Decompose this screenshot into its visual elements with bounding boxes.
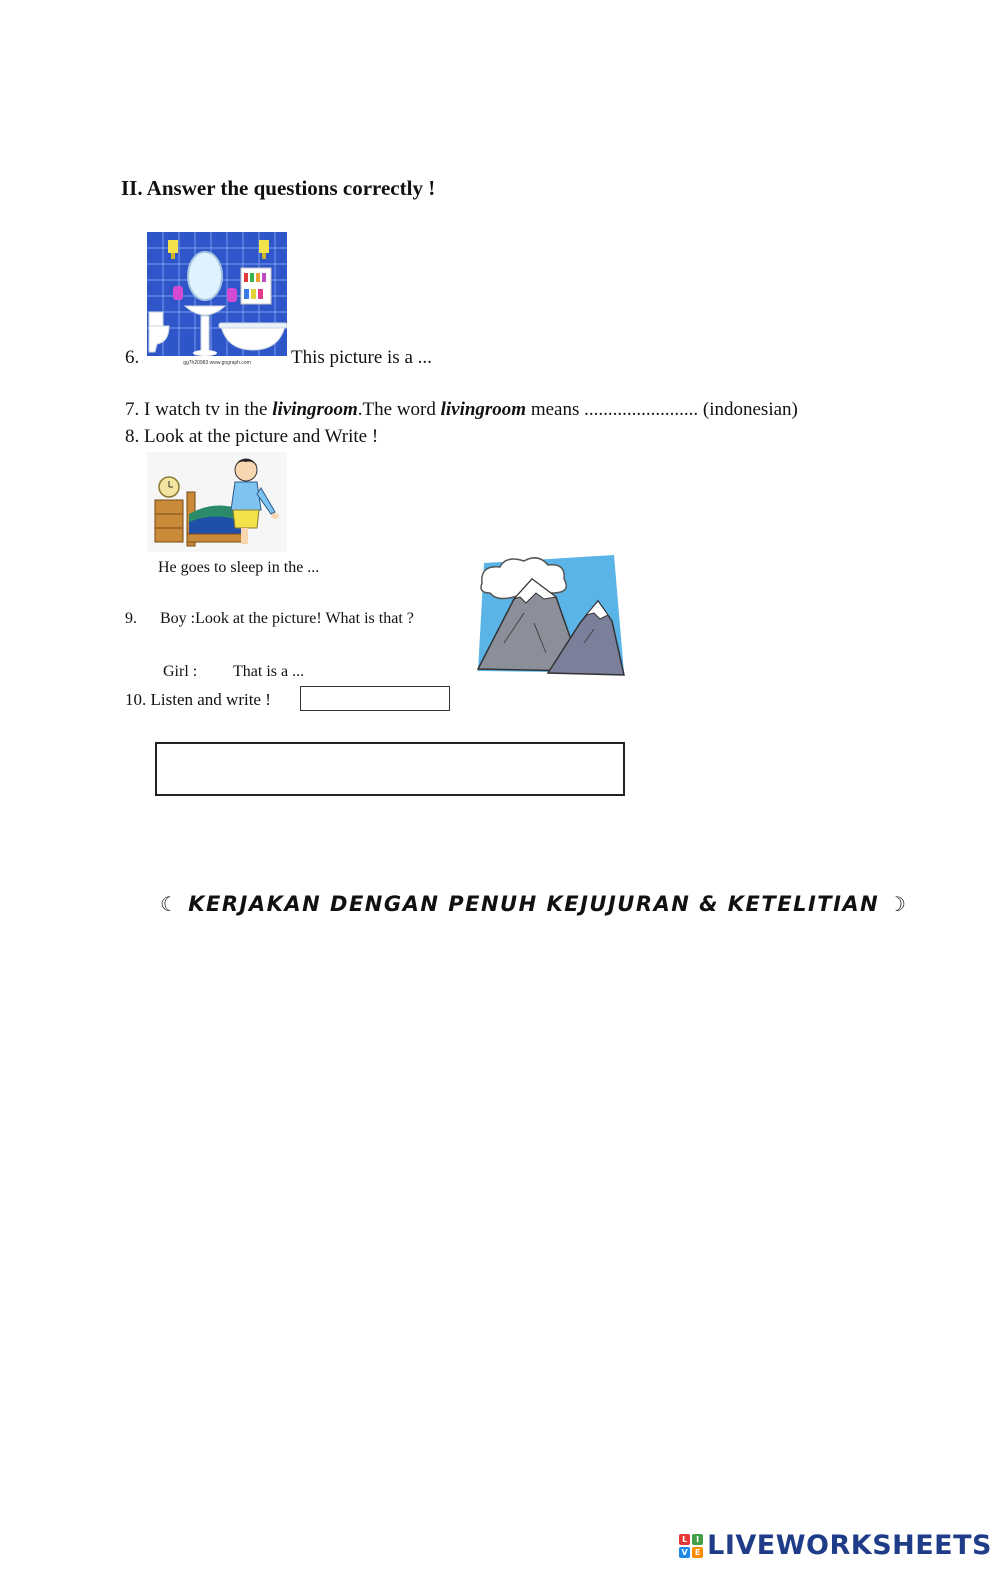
bedroom-picture <box>147 452 287 552</box>
section-heading: II. Answer the questions correctly ! <box>121 176 436 200</box>
logo-letter-i: I <box>692 1534 703 1545</box>
logo-text: LIVEWORKSHEETS <box>707 1530 992 1561</box>
q9-girl-line: That is a ... <box>233 663 305 680</box>
bathroom-caption: gg7h20983 www.gograph.com <box>183 360 251 366</box>
banner-text: KERJAKAN DENGAN PENUH KEJUJURAN & KETELITIAN <box>188 892 880 916</box>
q9-number: 9. <box>125 610 137 627</box>
q10-text: 10. Listen and write ! <box>125 690 271 709</box>
answer-box-q10[interactable] <box>300 686 450 711</box>
q8-sentence: He goes to sleep in the ... <box>158 559 320 576</box>
q9-boy-line: Boy :Look at the picture! What is that ? <box>160 610 414 627</box>
q7-suffix: means ........................ (indonesian) <box>526 399 798 420</box>
honesty-banner <box>160 892 907 916</box>
liveworksheets-logo <box>679 1530 992 1561</box>
bathroom-picture <box>147 232 287 367</box>
logo-letter-v: V <box>679 1547 690 1558</box>
q7-word-livingroom-2: livingroom <box>440 399 527 420</box>
logo-letter-e: E <box>692 1547 703 1558</box>
q6-text: This picture is a ... <box>291 347 432 368</box>
banner-right-icon: ☽ <box>888 892 908 916</box>
banner-left-icon: ☾ <box>160 892 180 916</box>
q7-word-livingroom: livingroom <box>272 399 358 420</box>
boy-bed-illustration <box>147 452 287 552</box>
mountain-picture <box>474 553 626 679</box>
q8-text: 8. Look at the picture and Write ! <box>125 426 379 447</box>
bathroom-illustration <box>147 232 287 367</box>
q9-girl-label: Girl : <box>163 663 198 680</box>
q6-number: 6. <box>125 347 140 368</box>
logo-grid-icon <box>679 1534 703 1558</box>
mountain-illustration <box>474 553 626 679</box>
q7-middle: .The word <box>357 399 441 420</box>
answer-box-large[interactable] <box>155 742 625 796</box>
q7-prefix: 7. I watch tv in the <box>125 399 273 420</box>
q7-text <box>125 399 798 421</box>
answer-input-large[interactable] <box>157 744 623 794</box>
answer-input-q10[interactable] <box>301 687 449 710</box>
logo-letter-l: L <box>679 1534 690 1545</box>
